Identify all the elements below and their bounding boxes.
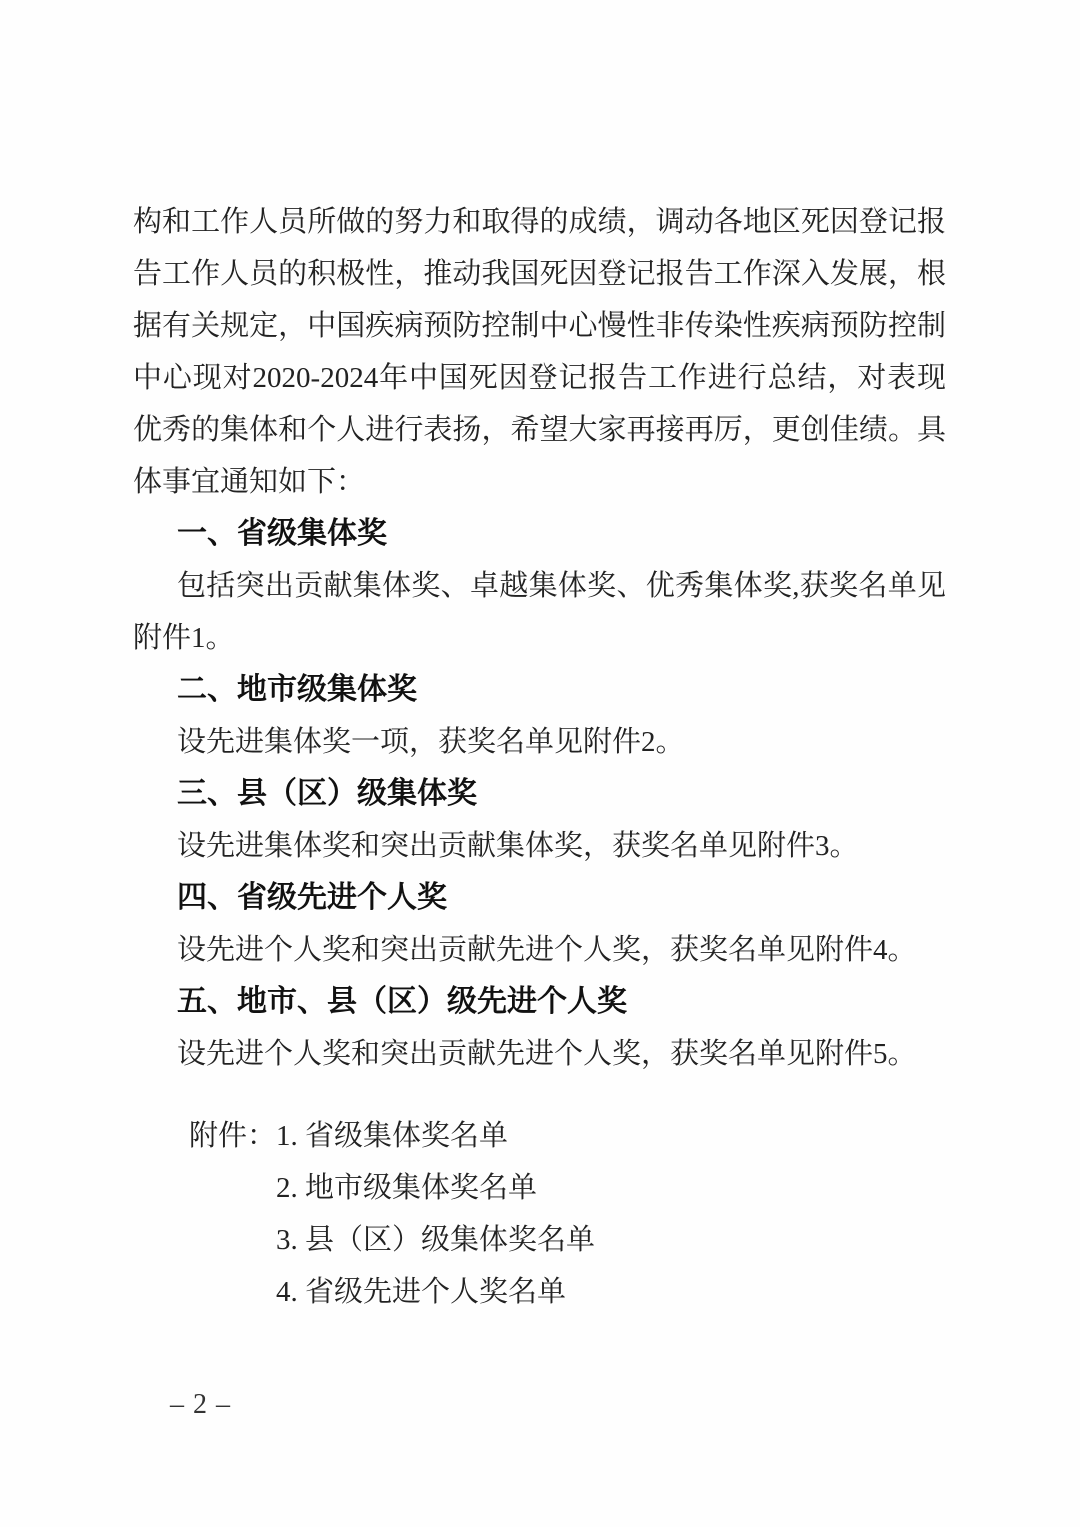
section-body-provincial-individual-award: 设先进个人奖和突出贡献先进个人奖，获奖名单见附件4。 <box>177 934 917 966</box>
document-content <box>133 196 946 1318</box>
section-heading-provincial-collective-award: 一、省级集体奖 <box>177 517 387 550</box>
attachment-item-city-collective-list: 2. 地市级集体奖名单 <box>276 1172 538 1204</box>
attachment-item-provincial-collective-list: 1. 省级集体奖名单 <box>276 1120 509 1152</box>
section-body-county-collective-award: 设先进集体奖和突出贡献集体奖，获奖名单见附件3。 <box>177 830 859 862</box>
attachment-item-provincial-individual-list: 4. 省级先进个人奖名单 <box>276 1276 567 1308</box>
attachments-list <box>276 1110 595 1318</box>
section-body-provincial-collective-award: 包括突出贡献集体奖、卓越集体奖、优秀集体奖,获奖名单见附件1。 <box>133 570 946 654</box>
attachments-label: 附件： <box>189 1120 277 1152</box>
section-heading-county-collective-award: 三、县（区）级集体奖 <box>177 777 477 810</box>
section-heading-city-county-individual-award: 五、地市、县（区）级先进个人奖 <box>177 985 627 1018</box>
section-body-city-collective-award: 设先进集体奖一项，获奖名单见附件2。 <box>177 726 685 758</box>
intro-paragraph: 构和工作人员所做的努力和取得的成绩，调动各地区死因登记报告工作人员的积极性，推动我国死因登记报告工作深入发展，根据有关规定，中国疾病预防控制中心慢性非传染性疾病预防控制中心现对2020-2024年中国死因登记报告工作进行总结，对表现优秀的集体和个人进行表扬，希望大家再接再厉，更创佳绩。具体事宜通知如下： <box>133 206 946 498</box>
section-heading-provincial-individual-award: 四、省级先进个人奖 <box>177 881 447 914</box>
attachments-block <box>133 1110 946 1318</box>
page-number: – 2 – <box>170 1389 231 1420</box>
section-body-city-county-individual-award: 设先进个人奖和突出贡献先进个人奖，获奖名单见附件5。 <box>177 1038 917 1070</box>
section-heading-city-collective-award: 二、地市级集体奖 <box>177 673 417 706</box>
attachment-item-county-collective-list: 3. 县（区）级集体奖名单 <box>276 1224 596 1256</box>
